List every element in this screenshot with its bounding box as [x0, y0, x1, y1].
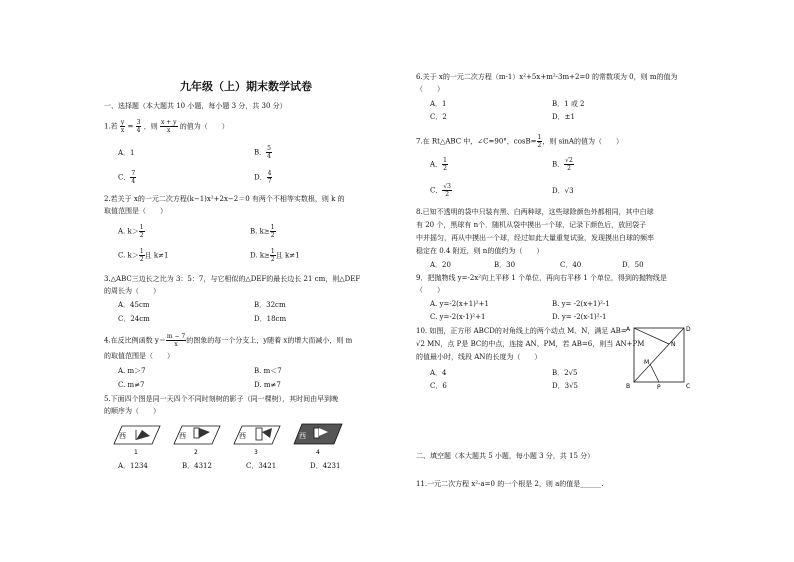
q3-option-c: C．24cm	[118, 315, 150, 323]
q5-option-c: C．3421	[246, 462, 277, 470]
question-4-line1: 4.在反比例函数 y＝ $\frac{m - 7}{x}$ 的图象的每一个分支上，y随着 x的增大而减小，则 m	[104, 333, 353, 348]
q5-option-b: B．4312	[182, 462, 212, 470]
tree-shadow-figure-2	[174, 426, 220, 456]
q3-option-a: A．45cm	[118, 301, 150, 309]
segment-pm	[650, 364, 659, 382]
q8-option-b: B．30	[494, 261, 516, 269]
q1-option-a: A．1	[118, 149, 135, 157]
q7-option-d: D．√3	[552, 187, 574, 195]
point-a-label: A	[626, 326, 631, 333]
point-b-label: B	[626, 383, 631, 390]
question-4-line2: 的取值范围是（ ）	[104, 352, 174, 360]
q5-option-d: D．4231	[310, 462, 341, 470]
point-n-label: N	[671, 341, 676, 348]
q6-option-d: D．±1	[552, 113, 575, 121]
q10-option-d: D．3√5	[552, 382, 578, 390]
q4-option-c: C. m≠7	[118, 381, 145, 389]
q6-option-c: C．2	[430, 113, 447, 121]
tree-shadow-figure-4	[294, 424, 342, 456]
q5-option-a: A．1234	[118, 462, 148, 470]
west-label: 西	[299, 432, 306, 440]
figure-label: 2	[194, 449, 198, 456]
q7-option-c: C． $\frac{√3}{2}$	[430, 183, 451, 198]
q9-option-c: C. y=-2(x-1)²+1	[430, 313, 486, 321]
tree-shadow-figure-3	[234, 426, 280, 456]
q4-option-a: A. m＞7	[118, 367, 146, 375]
figure-label: 1	[134, 449, 138, 456]
q1-option-c: C． $\frac{7}{4}$	[118, 170, 136, 185]
q8-option-c: C．40	[560, 261, 582, 269]
q2-option-a: A. k＞ $\frac{1}{2}$	[118, 224, 144, 239]
question-11: 11.一元二次方程 x²-a=0 的一个根是 2，则 a的值是______.	[416, 480, 604, 488]
question-8-line2: 有 20 个，黑球有 n个．随机从袋中摸出一个球，记录下颜色后，放回袋子	[416, 221, 647, 229]
point-p-label: P	[657, 384, 661, 391]
q9-option-b: B. y= -2(x+1)²-1	[552, 300, 610, 308]
q7-option-a: A． $\frac{1}{2}$	[430, 157, 447, 172]
q10-option-b: B．2√5	[552, 369, 578, 377]
q2-option-b: B. k≥ $\frac{1}{2}$	[250, 224, 275, 239]
section-choice-header: 一、选择题（本大题共 10 小题，每小题 3 分，共 30 分）	[104, 102, 287, 110]
q6-option-a: A．1	[430, 100, 447, 108]
q8-option-d: D．50	[622, 261, 644, 269]
west-label: 西	[239, 432, 246, 440]
section-fill-header: 二、填空题（本大题共 5 小题，每小题 3 分，共 15 分）	[416, 452, 595, 460]
point-m-label: M	[644, 359, 650, 366]
q2-option-c: C. k＞ $\frac{1}{2}$ 且 k≠1	[118, 248, 169, 263]
tree-shadow-figure-1	[114, 426, 160, 456]
q10-option-c: C．6	[430, 382, 447, 390]
west-label: 西	[119, 432, 126, 440]
question-5-line1: 5.下面四个图是同一天四个不同时刻树的影子（同一棵树），其时间由早到晚	[104, 395, 339, 403]
q4-option-d: D. m≠7	[254, 381, 281, 389]
point-d-label: D	[686, 326, 691, 333]
question-5-line2: 的顺序为（ ）	[104, 407, 160, 415]
question-9-line2: （ ）	[416, 286, 444, 294]
question-10-line1: 10. 如图，正方形 ABCD的对角线上的两个动点 M、N，满足 AB=	[416, 327, 627, 335]
q3-option-b: B．32cm	[254, 301, 286, 309]
question-10-line2: √2 MN，点 P是 BC的中点，连接 AN、PM，若 AB=6，则当 AN+PM	[416, 340, 645, 348]
q3-option-d: D．18cm	[254, 315, 287, 323]
q6-option-b: B．1 或 2	[552, 100, 585, 108]
west-label: 西	[179, 432, 186, 440]
q2-option-d: D. k≥ $\frac{1}{2}$ 且 k≠1	[250, 248, 300, 263]
q4-option-b: B. m＜7	[254, 367, 282, 375]
question-2-line2: 取值范围是（ ）	[104, 207, 167, 215]
question-3-line1: 3.△ABC三边长之比为 3：5：7，与它相似的△DEF的最长边长 21 cm，则△DEF	[104, 275, 361, 283]
q10-option-a: A．4	[430, 369, 447, 377]
question-6-line2: （ ）	[416, 85, 444, 93]
question-6-line1: 6.关于 x的一元二次方程（m-1）x²+5x+m²-3m+2=0 的常数项为 0，则 m的值为	[416, 73, 678, 81]
q8-option-a: A．20	[430, 261, 451, 269]
question-1: 1.若 $\frac{y}{x}$ = $\frac{3}{4}$ ，则 $\frac{x + y}{x}$ 的值为（ ）	[104, 119, 229, 134]
question-8-line4: 稳定在 0.4 附近，则 n的值约为（ ）	[416, 247, 544, 255]
square-abcd-figure	[624, 322, 696, 392]
tree-shadow-figures	[110, 418, 346, 458]
figure-label: 3	[254, 449, 258, 456]
question-3-line2: 的周长为（ ）	[104, 287, 160, 295]
segment-an	[634, 328, 669, 344]
question-7-line1: 7.在 Rt△ABC 中，∠C=90°，cosB= $\frac{1}{2}$ ，则 sinA的值为（ ）	[416, 134, 623, 149]
question-8-line3: 中并摇匀，再从中摸出一个球，经过如此大量重复试验，发现摸出白球的频率	[416, 234, 654, 242]
question-2-line1: 2.若关于 x的一元二次方程(k−1)x²+2x−2＝0 有两个不相等实数根，则 k 的	[104, 195, 345, 203]
q7-option-b: B． $\frac{√2}{2}$	[552, 157, 573, 172]
question-10-line3: 的值最小时，线段 AN的长度为（ ）	[416, 353, 542, 361]
q1-option-b: B． $\frac{5}{4}$	[254, 145, 271, 160]
question-9-line1: 9．把抛物线 y=-2x²向上平移 1 个单位，再向右平移 1 个单位，得到的抛物线是	[416, 274, 667, 282]
q9-option-d: D. y= -2(x-1)²-1	[552, 313, 607, 321]
exam-title: 九年级（上）期末数学试卷	[180, 80, 312, 93]
q9-option-a: A. y=-2(x+1)²+1	[430, 300, 489, 308]
question-8-line1: 8.已知不透明的袋中只装有黑、白两种球，这些球除颜色外都相同，其中白球	[416, 208, 654, 216]
point-c-label: C	[686, 383, 691, 390]
diagonal-bd	[634, 328, 684, 382]
figure-label: 4	[316, 449, 320, 456]
q1-option-d: D． $\frac{4}{7}$	[254, 170, 272, 185]
